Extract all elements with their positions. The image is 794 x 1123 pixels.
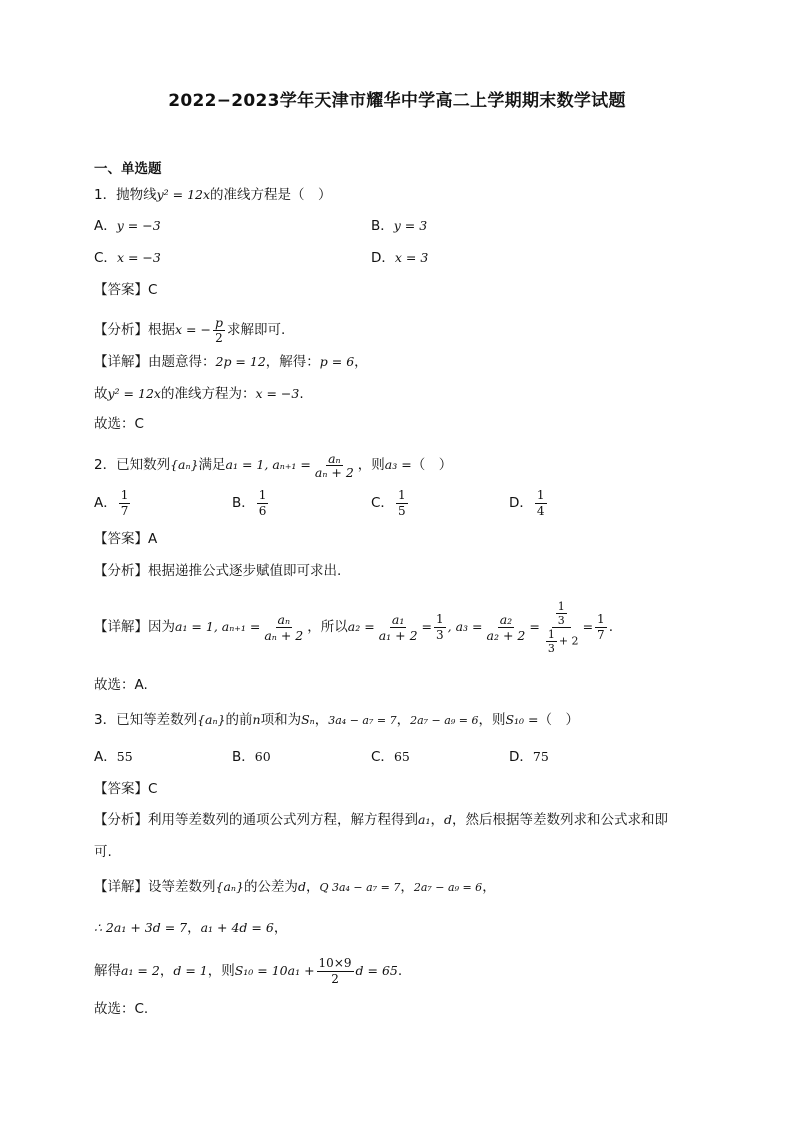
math-expr: d = 1: [173, 963, 208, 978]
math-expr: a₃ =: [384, 457, 412, 472]
stem-text: ，则: [478, 712, 506, 728]
option-label: B．: [371, 218, 394, 234]
fraction-denominator: 2: [331, 971, 339, 986]
analysis-text: 根据递推公式逐步赋值即可求出.: [148, 563, 342, 579]
math-expr: {aₙ}: [197, 712, 226, 727]
option-label: D．: [371, 250, 395, 266]
math-expr: a₁ = 2: [121, 963, 160, 978]
stem-text: 的前: [225, 712, 253, 728]
q3-detail-line2: [94, 919, 287, 937]
q1-answer: [94, 281, 157, 299]
math-expr: y² = 12x: [107, 386, 161, 401]
q1-option-c: [94, 249, 161, 267]
detail-text: ，: [187, 920, 201, 936]
fraction-denominator: 7: [597, 627, 605, 642]
detail-text: 的准线方程为：: [160, 386, 256, 402]
fraction-numerator: 1: [258, 487, 267, 502]
fraction: [595, 612, 607, 643]
math-expr: + 2: [558, 634, 579, 647]
fraction-denominator: 7: [120, 503, 129, 518]
option-text: y = 3: [393, 218, 428, 233]
q1-analysis: [94, 313, 285, 347]
q1-option-d: [371, 249, 428, 267]
option-label: B．: [232, 495, 255, 511]
option-text: 60: [254, 749, 271, 764]
answer-tag: 【答案】: [94, 781, 148, 797]
fraction: [535, 488, 547, 519]
option-text: 75: [532, 749, 549, 764]
option-label: C．: [371, 495, 394, 511]
option-text: 65: [393, 749, 410, 764]
answer-tag: 【答案】: [94, 531, 148, 547]
fraction-numerator: [552, 600, 571, 628]
fraction-denominator: 3: [436, 627, 444, 642]
math-expr: ∴ 2a₁ + 3d = 7: [94, 920, 188, 935]
math-expr: a₁ + 4d = 6: [200, 920, 274, 935]
detail-tag: 【详解】: [94, 879, 148, 895]
math-expr: 3a₄ − a₇ = 7: [328, 714, 397, 727]
compound-fraction: [542, 600, 581, 655]
q3-option-c: [371, 748, 410, 766]
detail-tag: 【详解】: [94, 354, 148, 370]
fraction: [317, 956, 354, 987]
q3-detail: [94, 878, 496, 897]
detail-text: ，: [354, 354, 368, 370]
fraction-numerator: a₂: [499, 611, 513, 627]
fraction: [434, 612, 446, 643]
detail-text: ，解得：: [265, 354, 320, 370]
answer-tag: 【答案】: [94, 282, 148, 298]
option-label: A．: [94, 749, 117, 765]
fraction-numerator: aₙ: [277, 611, 291, 627]
q3-option-a: [94, 748, 133, 766]
detail-text: 因为: [148, 619, 175, 635]
option-label: A．: [94, 495, 117, 511]
math-expr: =: [529, 619, 540, 634]
fraction: [313, 452, 356, 479]
option-text: x = 3: [394, 250, 429, 265]
math-expr: a₁ = 1, aₙ₊₁ =: [225, 457, 311, 472]
detail-text: .: [608, 619, 613, 635]
analysis-text: 根据: [148, 322, 175, 338]
q2-analysis: [94, 562, 341, 580]
q2-answer: [94, 530, 157, 548]
answer-value: A: [148, 531, 158, 547]
math-expr: =: [421, 619, 433, 634]
detail-text: ，: [305, 879, 320, 895]
q3-analysis: [94, 811, 668, 829]
q3-analysis-cont: 可.: [94, 844, 112, 860]
fraction-denominator: 6: [258, 503, 267, 518]
q2-choose: 故选：A.: [94, 677, 148, 693]
detail-text: 设等差数列: [148, 879, 216, 895]
q1-stem: [94, 186, 332, 204]
math-expr: , a₃ =: [447, 619, 483, 634]
analysis-tag: 【分析】: [94, 322, 148, 338]
q2-option-a: [94, 486, 132, 520]
option-text: y = −3: [116, 218, 161, 233]
fraction-numerator: 10×9: [318, 955, 352, 970]
q3-stem: [94, 711, 579, 730]
fraction-numerator: 1: [557, 599, 565, 613]
fraction-numerator: aₙ: [328, 450, 341, 466]
fraction-denominator: 3: [557, 613, 565, 627]
section-heading: 一、单选题: [94, 161, 162, 177]
detail-text: .: [397, 963, 403, 979]
fraction-denominator: a₁ + 2: [378, 627, 418, 643]
fraction: [262, 612, 305, 643]
math-expr: =: [582, 619, 594, 634]
option-label: A．: [94, 218, 117, 234]
fraction-denominator: a₂ + 2: [486, 627, 526, 643]
fraction-numerator: 1: [397, 487, 406, 502]
option-label: C．: [94, 250, 117, 266]
fraction: [546, 628, 557, 655]
detail-text: ，: [400, 879, 414, 895]
math-expr: 2a₇ − a₉ = 6: [413, 881, 483, 894]
analysis-text: 利用等差数列的通项公式列方程，解方程得到: [148, 812, 418, 828]
math-expr: 2a₇ − a₉ = 6: [410, 714, 479, 727]
q3-option-b: [232, 748, 271, 766]
math-expr: Q 3a₄ − a₇ = 7: [319, 881, 401, 894]
fraction-numerator: 1: [597, 611, 605, 626]
q3-choose: 故选：C.: [94, 1001, 149, 1017]
math-expr: {aₙ}: [215, 879, 244, 894]
q2-option-c: [371, 486, 410, 520]
q3-answer: [94, 780, 157, 798]
detail-text: 由题意得：: [148, 354, 216, 370]
stem-text: ，: [314, 712, 329, 728]
detail-text: ，: [273, 920, 288, 936]
fraction-numerator: 1: [536, 487, 545, 502]
fraction-numerator: p: [214, 314, 223, 330]
fraction-denominator: aₙ + 2: [264, 627, 304, 643]
fraction-numerator: 1: [120, 487, 129, 502]
page-title: 2022−2023学年天津市耀华中学高二上学期期末数学试题: [168, 91, 626, 111]
math-expr: S₁₀ =: [505, 712, 539, 727]
detail-text: ，: [482, 879, 496, 895]
detail-text: ，所以: [307, 619, 348, 635]
q1-detail: [94, 353, 368, 371]
detail-text: ，: [159, 963, 174, 979]
q2-option-b: [232, 486, 270, 520]
stem-text: 项和为: [260, 712, 302, 728]
math-expr: 2p = 12: [215, 354, 266, 369]
fraction: [556, 600, 567, 627]
math-expr: a₁: [418, 812, 431, 827]
fraction-denominator: 4: [536, 503, 545, 518]
fraction: [119, 488, 131, 519]
stem-text: 满足: [198, 457, 226, 473]
q3-option-d: [509, 748, 549, 766]
fraction-numerator: 1: [436, 611, 444, 626]
math-expr: d = 65: [355, 963, 398, 978]
option-text: 55: [116, 749, 133, 764]
math-expr: d: [297, 879, 306, 894]
math-expr: x = −: [175, 322, 211, 337]
math-expr: d: [443, 812, 452, 827]
fraction: [396, 488, 408, 519]
stem-text: ，: [396, 712, 411, 728]
stem-text: 2．已知数列: [94, 457, 171, 473]
math-expr: x = −3: [255, 386, 300, 401]
detail-text: .: [299, 386, 304, 402]
analysis-tag: 【分析】: [94, 563, 148, 579]
fraction: [485, 612, 528, 643]
fraction-denominator: 3: [547, 641, 555, 655]
detail-tag: 【详解】: [94, 619, 148, 635]
math-expr: n: [252, 712, 261, 727]
answer-value: C: [148, 282, 158, 298]
math-expr: a₁ = 1, aₙ₊₁ =: [175, 619, 261, 634]
detail-text: 故: [94, 386, 108, 402]
detail-text: 解得: [94, 963, 121, 979]
option-label: D．: [509, 495, 533, 511]
q1-stem-prefix: 1．抛物线: [94, 187, 157, 203]
fraction-denominator: 5: [397, 503, 406, 518]
math-expr: S₁₀ = 10a₁ +: [234, 963, 315, 978]
stem-text: （ ）: [538, 712, 579, 728]
math-expr: {aₙ}: [170, 457, 199, 472]
option-label: D．: [509, 749, 533, 765]
analysis-text: ，: [430, 812, 444, 828]
fraction-denominator: aₙ + 2: [314, 464, 354, 480]
q1-choose: 故选：C: [94, 416, 144, 432]
analysis-text: 求解即可.: [226, 322, 286, 338]
stem-text: 3．已知等差数列: [94, 712, 198, 728]
q1-option-b: [371, 217, 427, 235]
answer-value: C: [148, 781, 158, 797]
q2-stem: [94, 448, 452, 482]
math-expr: p = 6: [319, 354, 355, 369]
q1-option-a: [94, 217, 161, 235]
analysis-text: ，然后根据等差数列求和公式求和即: [451, 812, 668, 828]
q2-detail: [94, 596, 613, 658]
math-expr: a₂ =: [347, 619, 375, 634]
option-text: x = −3: [116, 250, 161, 265]
stem-text: ，则: [357, 457, 385, 473]
detail-text: ，则: [207, 963, 235, 979]
option-label: B．: [232, 749, 255, 765]
math-expr: Sₙ: [301, 712, 315, 727]
q3-detail-line3: [94, 951, 402, 991]
q2-option-d: [509, 486, 549, 520]
option-label: C．: [371, 749, 394, 765]
fraction-numerator: a₁: [391, 611, 405, 627]
q1-detail-line2: [94, 385, 304, 403]
fraction: [377, 612, 420, 643]
fraction: [257, 488, 269, 519]
analysis-tag: 【分析】: [94, 812, 148, 828]
fraction: [213, 315, 225, 346]
detail-text: 的公差为: [243, 879, 298, 895]
fraction-denominator: 2: [215, 330, 223, 345]
q1-stem-expr: y² = 12x: [156, 187, 211, 202]
fraction-numerator: 1: [547, 627, 555, 641]
q1-stem-suffix: 的准线方程是（ ）: [210, 187, 332, 203]
stem-text: （ ）: [411, 457, 453, 473]
fraction-denominator: [542, 628, 581, 655]
